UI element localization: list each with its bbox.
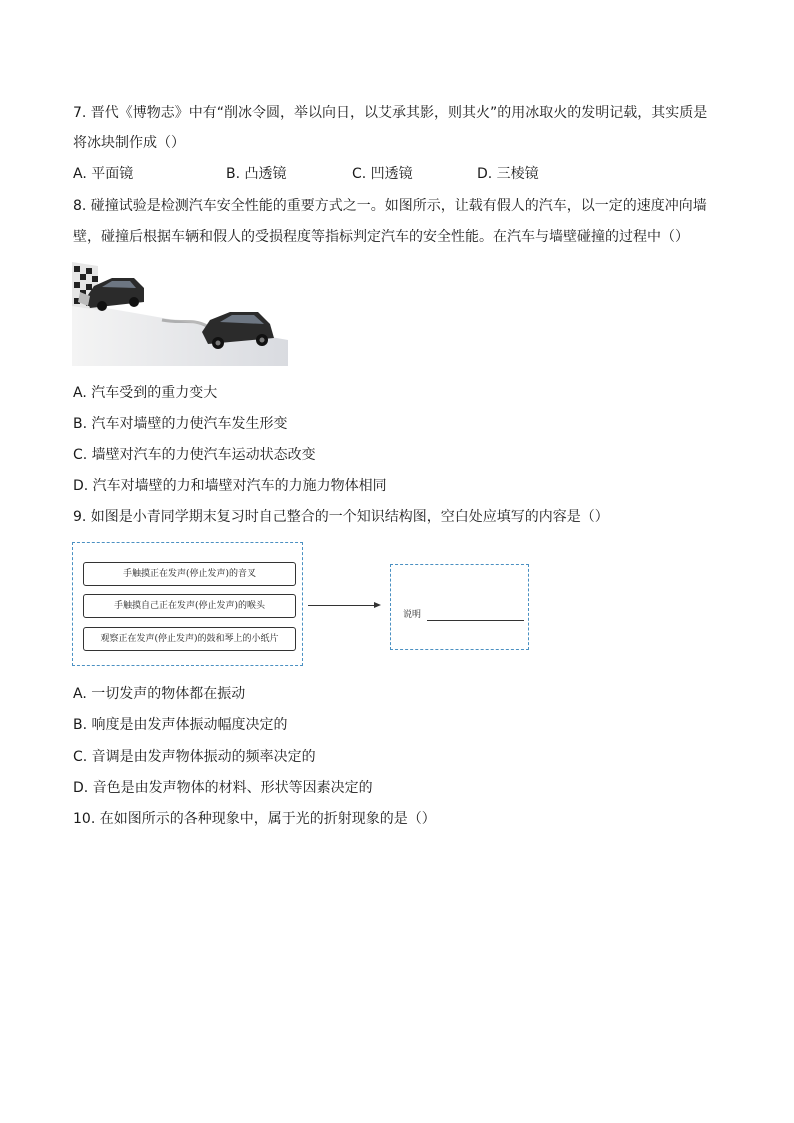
q9-option-a: A. 一切发声的物体都在振动	[73, 686, 246, 702]
q8-option-a: A. 汽车受到的重力变大	[73, 385, 218, 401]
q7-option-c: C. 凹透镜	[352, 166, 413, 182]
crash-test-figure	[72, 262, 288, 366]
arrow-head-icon	[374, 602, 381, 608]
arrow-right-icon	[308, 605, 378, 606]
experiment-item-1: 手触摸正在发声(停止发声)的音叉	[83, 562, 296, 586]
knowledge-structure-diagram	[72, 542, 532, 670]
q9-option-d: D. 音色是由发声物体的材料、形状等因素决定的	[73, 780, 373, 796]
experiment-item-2: 手触摸自己正在发声(停止发声)的喉头	[83, 594, 296, 618]
answer-blank-line	[427, 620, 524, 621]
q7-option-b: B. 凸透镜	[226, 166, 287, 182]
conclusion-box	[390, 564, 529, 650]
q8-option-b: B. 汽车对墙壁的力使汽车发生形变	[73, 416, 288, 432]
q8-option-c: C. 墙壁对汽车的力使汽车运动状态改变	[73, 447, 316, 463]
q9-stem: 9. 如图是小青同学期末复习时自己整合的一个知识结构图，空白处应填写的内容是（）	[73, 509, 609, 525]
q8-stem-line1: 8. 碰撞试验是检测汽车安全性能的重要方式之一。如图所示，让载有假人的汽车，以一定的速度冲向墙	[73, 198, 707, 214]
q7-stem-line1: 7. 晋代《博物志》中有“削冰令圆，举以向日，以艾承其影，则其火”的用冰取火的发明记载，其实质是	[73, 105, 708, 121]
q9-option-c: C. 音调是由发声物体振动的频率决定的	[73, 749, 316, 765]
q7-option-a: A. 平面镜	[73, 166, 134, 182]
crash-test-illustration	[72, 262, 288, 366]
experiments-group-box	[72, 542, 303, 666]
explain-label: 说明	[403, 610, 422, 620]
q8-option-d: D. 汽车对墙壁的力和墙壁对汽车的力施力物体相同	[73, 478, 387, 494]
experiment-item-3: 观察正在发声(停止发声)的鼓和琴上的小纸片	[83, 627, 296, 651]
q7-option-d: D. 三棱镜	[477, 166, 539, 182]
q7-options	[73, 164, 633, 184]
q7-stem-line2: 将冰块制作成（）	[73, 135, 185, 151]
q8-stem-line2: 壁，碰撞后根据车辆和假人的受损程度等指标判定汽车的安全性能。在汽车与墙壁碰撞的过程中（）	[73, 229, 689, 245]
q10-stem: 10. 在如图所示的各种现象中，属于光的折射现象的是（）	[73, 811, 436, 827]
q9-option-b: B. 响度是由发声体振动幅度决定的	[73, 717, 288, 733]
